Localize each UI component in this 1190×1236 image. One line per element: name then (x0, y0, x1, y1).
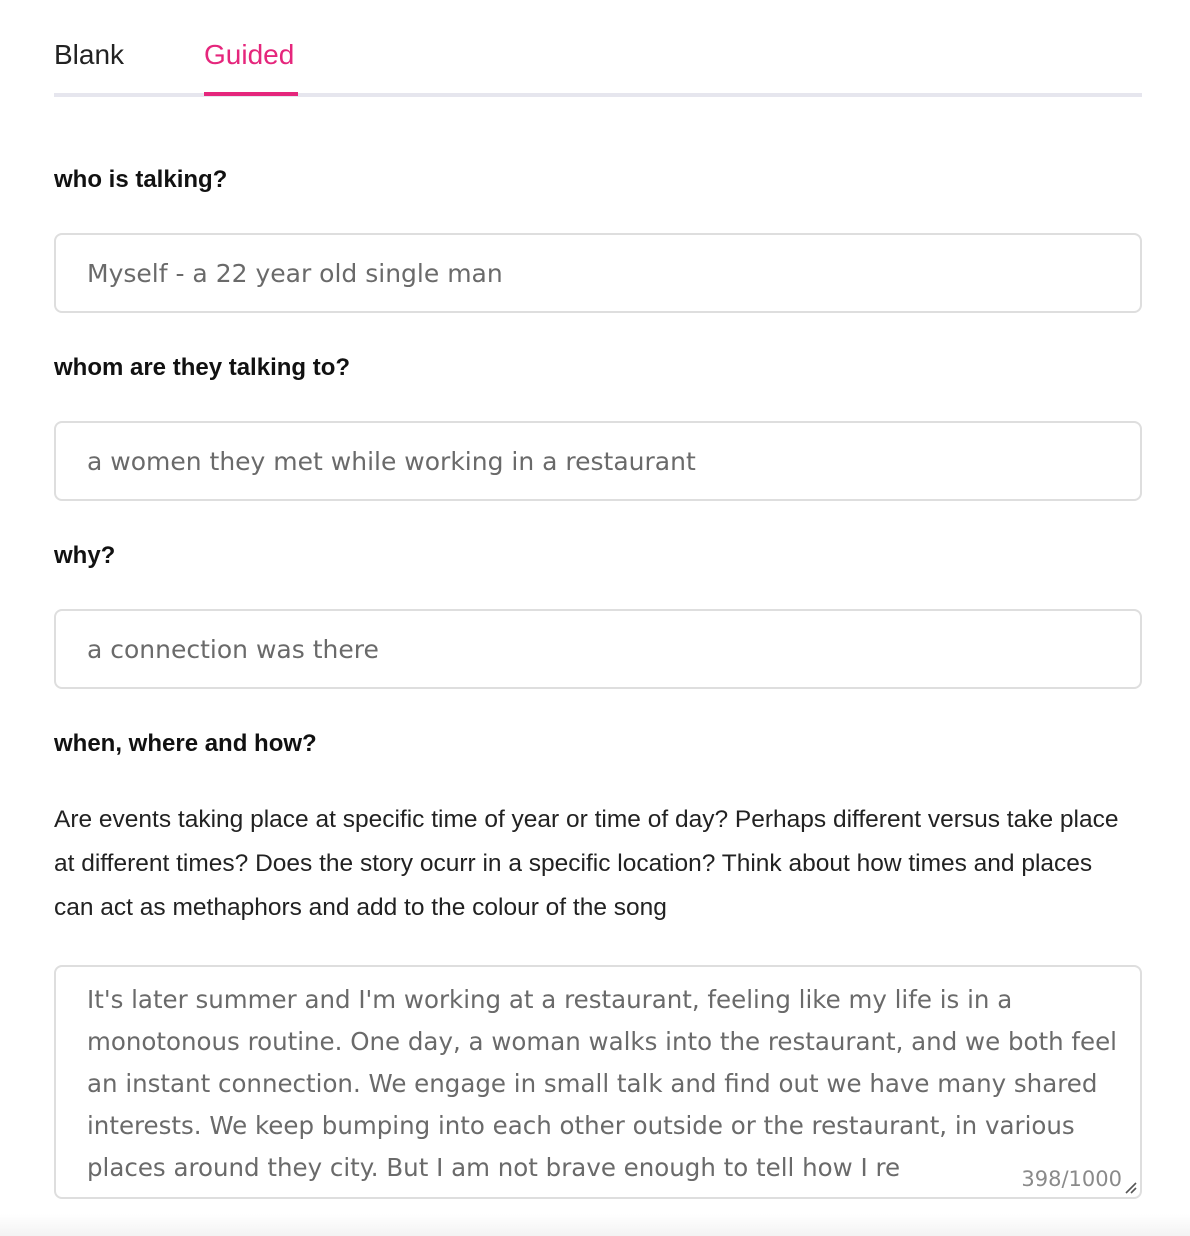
tab-blank[interactable]: Blank (54, 39, 125, 70)
when-textarea[interactable] (54, 965, 1142, 1199)
whom-label: whom are they talking to? (54, 354, 351, 381)
why-input[interactable] (54, 609, 1142, 689)
tab-guided[interactable]: Guided (204, 39, 295, 70)
who-input-value: Myself - a 22 year old single man (87, 258, 503, 288)
who-input[interactable] (54, 233, 1142, 313)
who-label: who is talking? (54, 166, 228, 193)
why-input-value: a connection was there (87, 634, 379, 664)
bottom-edge-shadow (0, 1214, 1190, 1236)
character-counter: 398/1000 (1021, 1167, 1122, 1191)
when-label: when, where and how? (54, 730, 317, 757)
why-label: why? (54, 542, 116, 569)
resize-grip-icon[interactable] (1123, 1180, 1137, 1194)
whom-input[interactable] (54, 421, 1142, 501)
mode-tabs (54, 0, 1142, 97)
when-helper-text: Are events taking place at specific time of year or time of day? Perhaps different versus take place at different times? Does the story ocurr in a specific location? Think about how times and places can act as methaphors and add to the colour of the song (54, 806, 1119, 921)
active-tab-indicator (204, 92, 298, 96)
when-textarea-value: It's later summer and I'm working at a restaurant, feeling like my life is in a monotonous routine. One day, a woman walks into the restaurant, and we both feel an instant connection. We engage in small talk and find out we have many shared interests. We keep bumping into each other outside or the restaurant, in various places around they city. But I am not brave enough to tell how I re (87, 985, 1117, 1182)
whom-input-value: a women they met while working in a restaurant (87, 446, 696, 476)
